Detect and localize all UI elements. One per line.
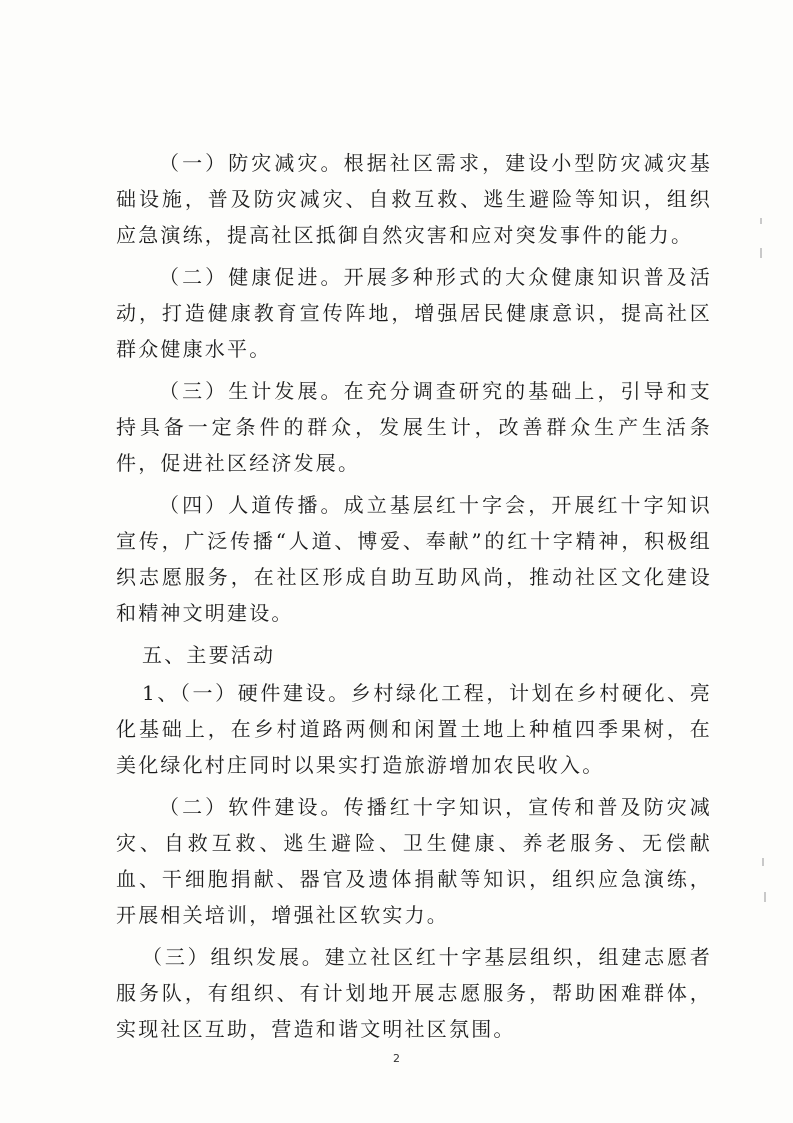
paragraph-humanitarian-communication: （四）人道传播。成立基层红十字会，开展红十字知识宣传，广泛传播“人道、博爱、奉献”的红十字精神，积极组织志愿服务，在社区形成自助互助风尚，推动社区文化建设和精神文明建设。 [116,493,712,625]
paragraph-organization-development: （三）组织发展。建立社区红十字基层组织，组建志愿者服务队，有组织、有计划地开展志愿服务，帮助困难群体，实现社区互助，营造和谐文明社区氛围。 [116,945,712,1041]
scan-artifact-mark [760,218,762,224]
section-heading-main-activities: 五、主要活动 [142,643,276,667]
paragraph-hardware-construction: 1、（一）硬件建设。乡村绿化工程，计划在乡村硬化、亮化基础上，在乡村道路两侧和闲置土地上种植四季果树，在美化绿化村庄同时以果实打造旅游增加农民收入。 [116,681,712,777]
scan-artifact-mark [764,892,766,902]
paragraph-disaster-prevention: （一）防灾减灾。根据社区需求，建设小型防灾减灾基础设施，普及防灾减灾、自救互救、逃生避险等知识，组织应急演练，提高社区抵御自然灾害和应对突发事件的能力。 [116,151,712,247]
paragraph-health-promotion: （二）健康促进。开展多种形式的大众健康知识普及活动，打造健康教育宣传阵地，增强居民健康意识，提高社区群众健康水平。 [116,265,712,361]
paragraph-software-construction: （二）软件建设。传播红十字知识，宣传和普及防灾减灾、自救互救、逃生避险、卫生健康、养老服务、无偿献血、干细胞捐献、器官及遗体捐献等知识，组织应急演练，开展相关培训，增强社区软实力。 [116,795,712,927]
document-body [116,145,712,1053]
scan-artifact-mark [760,248,762,258]
page-number: 2 [393,1052,400,1065]
paragraph-livelihood-development: （三）生计发展。在充分调查研究的基础上，引导和支持具备一定条件的群众，发展生计，改善群众生产生活条件，促进社区经济发展。 [116,379,712,475]
scan-artifact-mark [762,858,764,866]
